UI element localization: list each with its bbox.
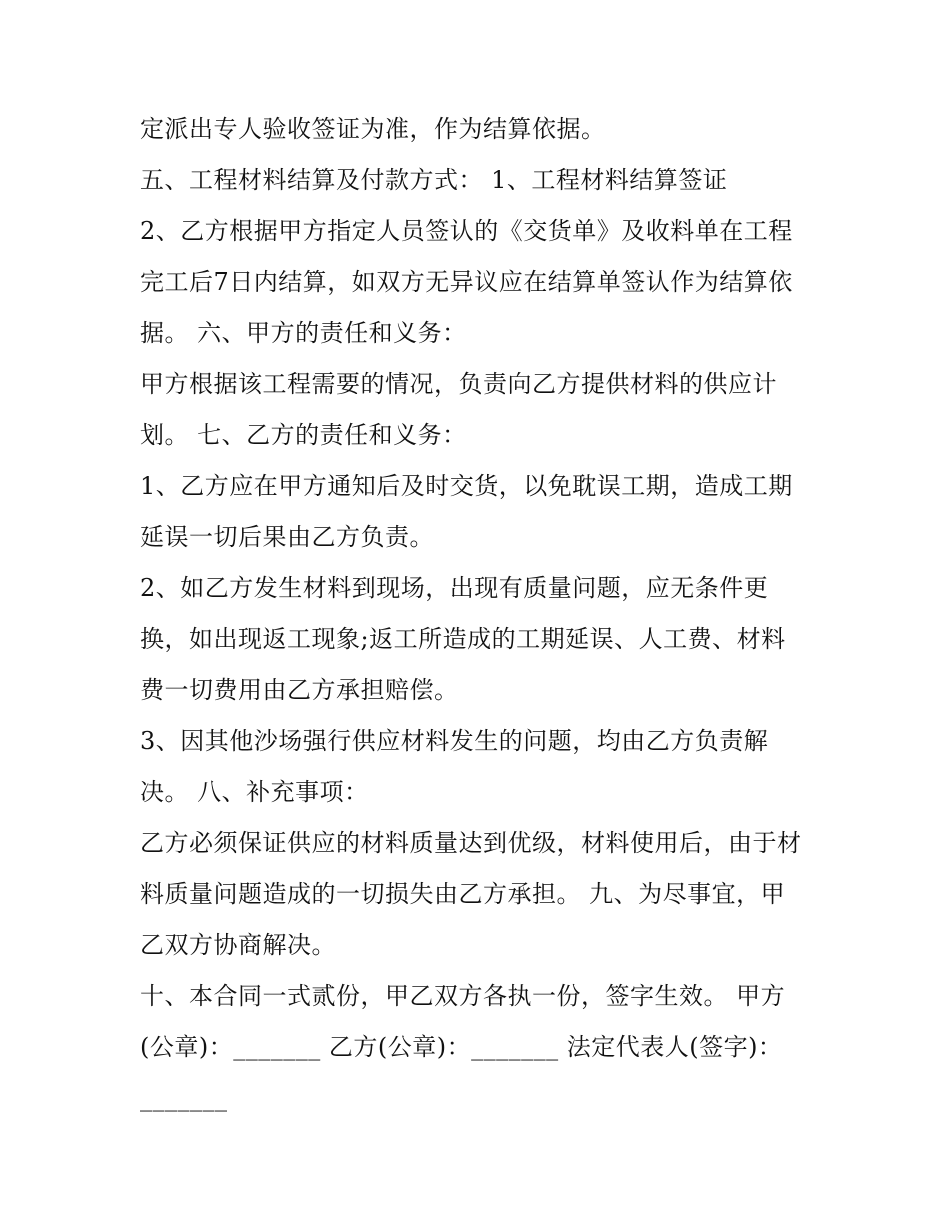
- text-line: 划。 七、乙方的责任和义务：: [140, 421, 467, 449]
- text-line: 3、因其他沙场强行供应材料发生的问题，均由乙方负责解: [140, 727, 769, 755]
- text-line: 延误一切后果由乙方负责。: [140, 523, 434, 551]
- text-line: 甲方根据该工程需要的情况，负责向乙方提供材料的供应计: [140, 370, 777, 398]
- text-line: 五、工程材料结算及付款方式： 1、工程材料结算签证: [140, 166, 728, 194]
- contract-text-body: [140, 104, 830, 1124]
- text-line: 换，如出现返工现象;返工所造成的工期延误、人工费、材料: [140, 625, 786, 653]
- signature-blank: _______: [140, 1084, 228, 1112]
- text-line: 完工后7日内结算，如双方无异议应在结算单签认作为结算依: [140, 268, 793, 296]
- text-line: 2、乙方根据甲方指定人员签认的《交货单》及收料单在工程: [140, 217, 793, 245]
- text-line: 十、本合同一式贰份，甲乙双方各执一份，签字生效。 甲方: [140, 982, 786, 1010]
- text-line: 2、如乙方发生材料到现场，出现有质量问题，应无条件更: [140, 574, 769, 602]
- text-line: 费一切费用由乙方承担赔偿。: [140, 676, 459, 704]
- text-line: 1、乙方应在甲方通知后及时交货，以免耽误工期，造成工期: [140, 472, 793, 500]
- signature-line: (公章)：_______ 乙方(公章)：_______ 法定代表人(签字)：: [140, 1033, 783, 1061]
- text-line: 据。 六、甲方的责任和义务：: [140, 319, 467, 347]
- text-line: 乙双方协商解决。: [140, 931, 336, 959]
- text-line: 定派出专人验收签证为准，作为结算依据。: [140, 115, 606, 143]
- text-line: 决。 八、补充事项：: [140, 778, 369, 806]
- text-line: 料质量问题造成的一切损失由乙方承担。 九、为尽事宜，甲: [140, 880, 786, 908]
- text-line: 乙方必须保证供应的材料质量达到优级，材料使用后，由于材: [140, 829, 802, 857]
